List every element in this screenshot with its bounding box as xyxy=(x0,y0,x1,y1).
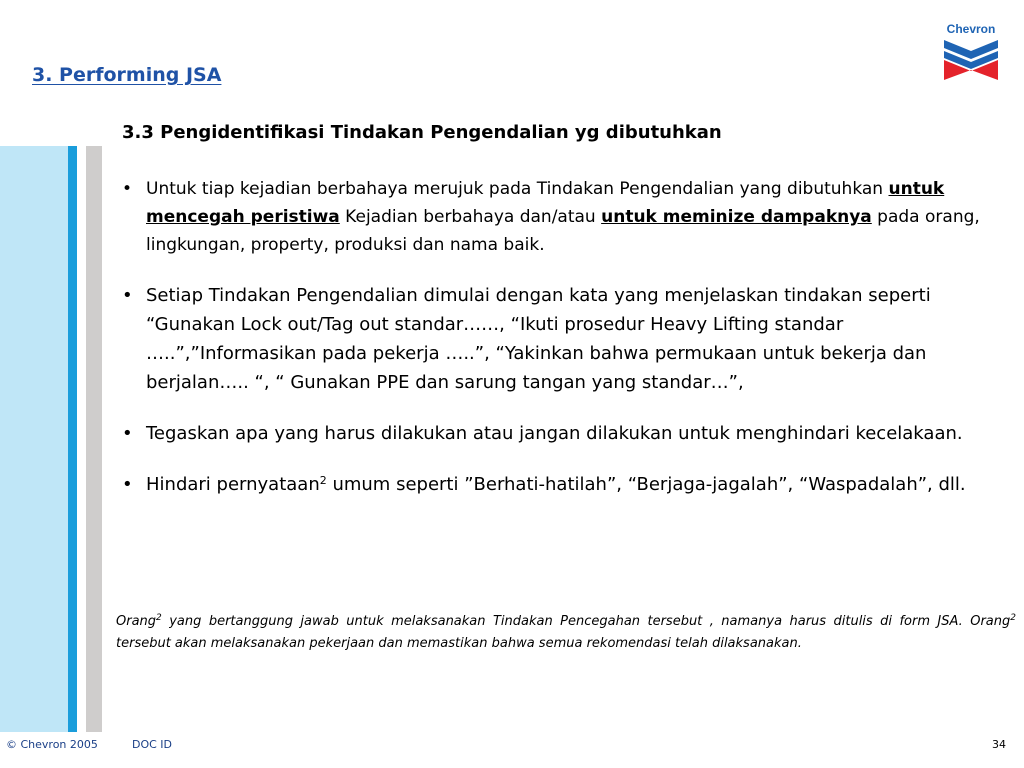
bullet-marker: • xyxy=(122,179,133,199)
section-title: 3. Performing JSA xyxy=(32,64,222,86)
bullet-item: • Untuk tiap kejadian berbahaya merujuk pada Tindakan Pengendalian yang dibutuhkan untuk mencegah peristiwa Kejadian berbahaya dan/atau untuk meminize dampaknya pada orang, lingkungan, property, produksi dan nama baik. xyxy=(116,175,1024,259)
bullet-item: • Setiap Tindakan Pengendalian dimulai dengan kata yang menjelaskan tindakan seperti “Gunakan Lock out/Tag out standar……, “Ikuti prosedur Heavy Lifting standar …..”,”Informasikan pada pekerja …..”, “Yakinkan bahwa permukaan untuk bekerja dan berjalan….. “, “ Gunakan PPE dan sarung tangan yang standar…”, xyxy=(116,281,1016,397)
bullet-item: • Tegaskan apa yang harus dilakukan atau jangan dilakukan untuk menghindari kecelakaan. xyxy=(116,419,1016,448)
bullet-list xyxy=(116,175,1016,521)
emphasis-text: untuk mencegah peristiwa xyxy=(146,179,945,227)
bullet-marker: • xyxy=(122,474,133,495)
bullet-marker: • xyxy=(122,423,133,444)
chevron-logo xyxy=(938,20,1004,84)
bullet-marker: • xyxy=(122,285,133,306)
slide-subtitle: 3.3 Pengidentifikasi Tindakan Pengendalian yg dibutuhkan xyxy=(122,122,722,143)
left-accent-bar-blue xyxy=(68,146,77,732)
footer-doc-id: DOC ID xyxy=(132,738,173,751)
chevron-logo-text: Chevron xyxy=(946,22,996,36)
page-number: 34 xyxy=(992,738,1006,751)
footnote-ref: 2 xyxy=(1010,613,1016,623)
footer-copyright: © Chevron 2005 xyxy=(6,738,98,751)
footnote: Orang$^2$ yang bertanggung jawab untuk melaksanakan Tindakan Pencegahan tersebut , namanya harus ditulis di form JSA. Orang$^2$ tersebut akan melaksanakan pekerjaan dan memastikan bahwa semua rekomendasi telah dilaksanakan. xyxy=(116,613,1016,651)
footnote-ref: 2 xyxy=(319,474,327,487)
footnote-ref: 2 xyxy=(156,613,162,623)
emphasis-text: untuk meminize dampaknya xyxy=(601,207,872,227)
left-accent-bar-gray xyxy=(86,146,102,732)
bullet-item: • Hindari pernyataan$^2$ umum seperti ”Berhati-hatilah”, “Berjaga-jagalah”, “Waspadalah”, dll. xyxy=(116,470,1016,499)
left-accent-bar-light xyxy=(0,146,68,732)
